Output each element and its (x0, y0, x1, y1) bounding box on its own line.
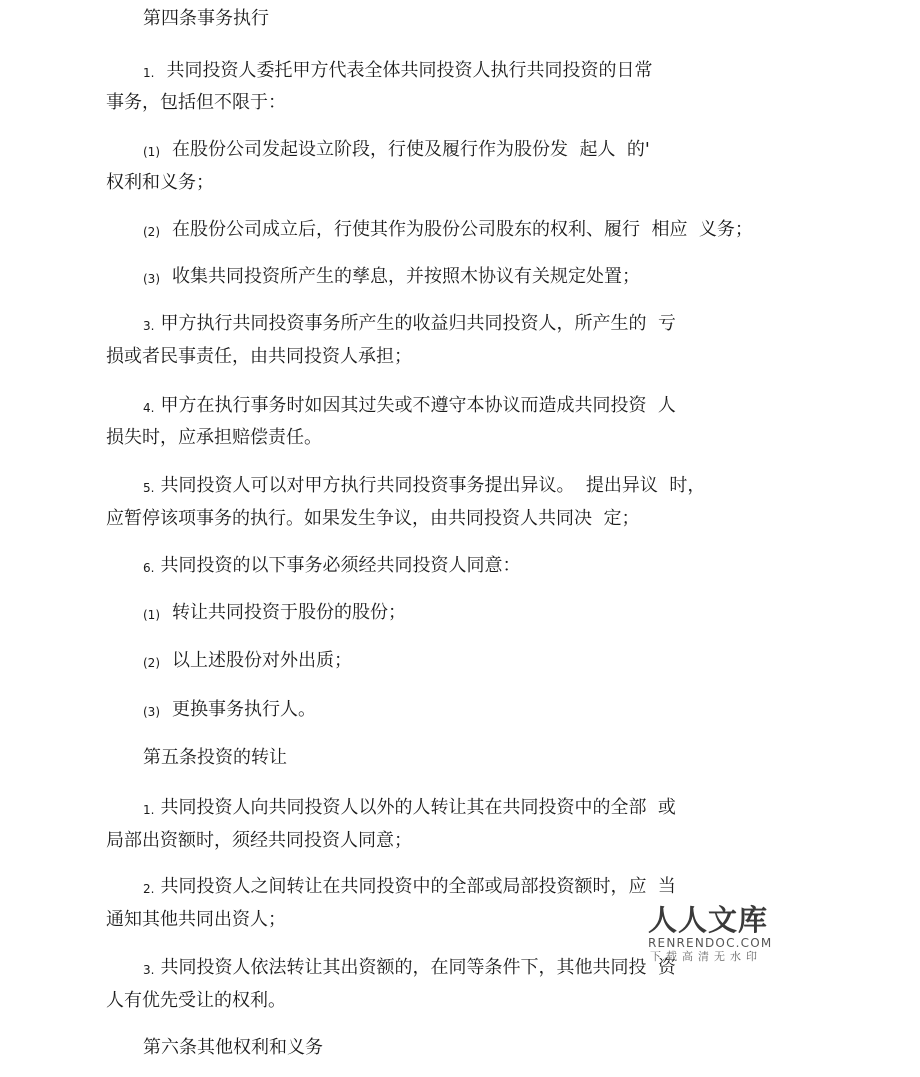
sub-4-1-1-line-1 (143, 139, 650, 161)
sub-number: (3) (143, 272, 160, 286)
clause-text: 甲方执行共同投资事务所产生的收益归共同投资人，所产生的 亏 (160, 313, 676, 334)
sub-4-6-2 (143, 650, 352, 672)
sub-4-1-2 (143, 219, 753, 241)
sub-text: 收集共同投资所产生的孳息，并按照木协议有关规定处置； (172, 266, 640, 287)
watermark-tagline: 下载高清无水印 (650, 950, 762, 963)
clause-4-3-line-1 (143, 313, 676, 335)
clause-4-6 (143, 555, 520, 577)
clause-5-3-line-2: 人有优先受让的权利。 (106, 990, 286, 1011)
clause-text: 甲方在执行事务时如因其过失或不遵守本协议而造成共同投资 人 (160, 395, 676, 416)
clause-number: 3. (143, 319, 155, 333)
clause-4-4-line-2: 损失时，应承担赔偿责任。 (106, 427, 322, 448)
clause-5-1-line-2: 局部出资额时，须经共同投资人同意； (106, 830, 412, 851)
sub-4-6-3 (143, 699, 316, 721)
sub-text: 转让共同投资于股份的股份； (172, 602, 406, 623)
clause-4-5-line-2: 应暂停该项事务的执行。如果发生争议，由共同投资人共同决 定； (106, 508, 640, 529)
clause-number: 1. (143, 803, 155, 817)
clause-4-1-line-1 (143, 60, 652, 82)
clause-number: 3. (143, 963, 155, 977)
sub-4-6-1 (143, 602, 406, 624)
clause-text: 共同投资人向共同投资人以外的人转让其在共同投资中的全部 或 (160, 797, 676, 818)
sub-4-1-3 (143, 266, 640, 288)
clause-number: 4. (143, 401, 155, 415)
clause-5-2-line-1 (143, 876, 676, 898)
article-6-heading: 第六条其他权利和义务 (143, 1037, 323, 1058)
clause-number: 2. (143, 882, 155, 896)
clause-number: 5. (143, 481, 155, 495)
watermark-url: RENRENDOC.COM (648, 936, 773, 950)
clause-4-4-line-1 (143, 395, 676, 417)
clause-text: 共同投资人之间转让在共同投资中的全部或局部投资额时，应 当 (160, 876, 676, 897)
clause-5-3-line-1 (143, 957, 676, 979)
clause-number: 6. (143, 561, 155, 575)
sub-text: 以上述股份对外出质； (172, 650, 352, 671)
clause-5-1-line-1 (143, 797, 676, 819)
clause-4-1-line-2: 事务，包括但不限于： (106, 92, 286, 113)
sub-4-1-1-line-2: 权利和义务； (106, 172, 214, 193)
sub-number: (1) (143, 608, 160, 622)
sub-number: (1) (143, 145, 160, 159)
article-4-heading: 第四条事务执行 (143, 8, 269, 29)
clause-text: 共同投资的以下事务必须经共同投资人同意： (160, 555, 521, 576)
watermark (648, 904, 772, 964)
clause-4-5-line-1 (143, 475, 705, 497)
watermark-logo: 人人文库 (648, 903, 769, 937)
clause-text: 共同投资人可以对甲方执行共同投资事务提出异议。 提出异议 时， (160, 475, 706, 496)
sub-text: 在股份公司发起设立阶段，行使及履行作为股份发 起人 的' (172, 139, 650, 160)
clause-number: 1. (143, 66, 155, 80)
clause-text: 共同投资人依法转让其出资额的，在同等条件下，其他共同投 资 (160, 957, 676, 978)
sub-number: (3) (143, 705, 160, 719)
sub-number: (2) (143, 656, 160, 670)
sub-text: 更换事务执行人。 (172, 699, 316, 720)
sub-number: (2) (143, 225, 160, 239)
clause-5-2-line-2: 通知其他共同出资人； (106, 909, 286, 930)
clause-text: 共同投资人委托甲方代表全体共同投资人执行共同投资的日常 (166, 60, 653, 81)
sub-text: 在股份公司成立后，行使其作为股份公司股东的权利、履行 相应 义务； (172, 219, 753, 240)
article-5-heading: 第五条投资的转让 (143, 747, 287, 768)
clause-4-3-line-2: 损或者民事责任，由共同投资人承担； (106, 346, 412, 367)
